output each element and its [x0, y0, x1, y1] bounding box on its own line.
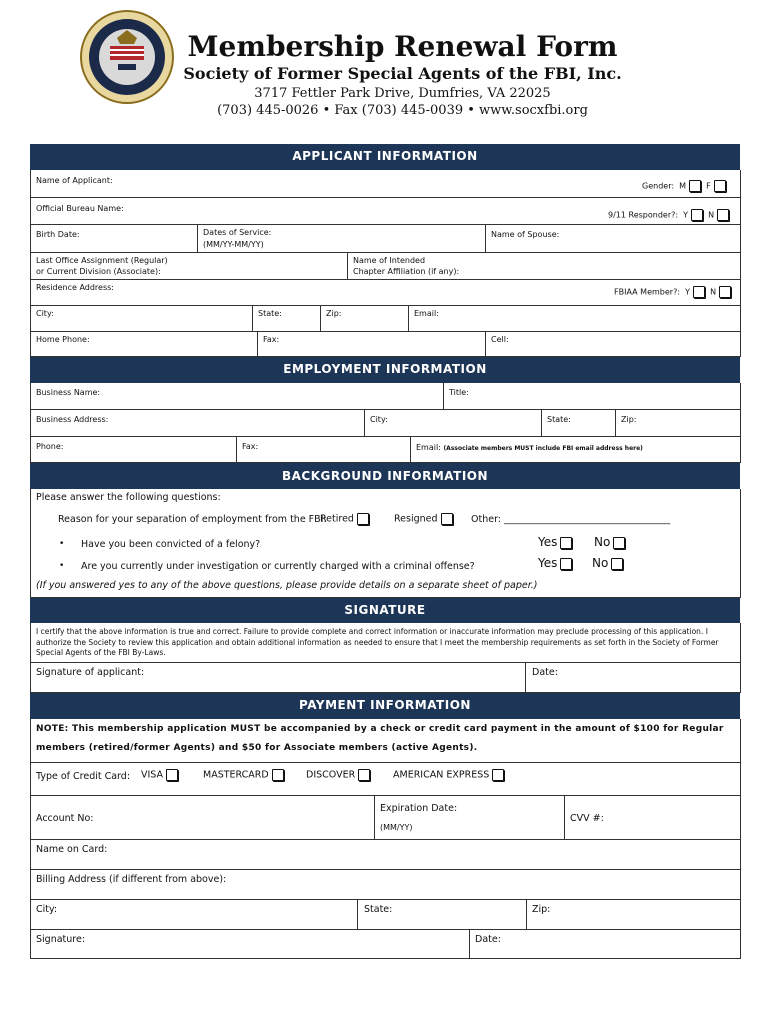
divider	[615, 409, 616, 436]
felony-no-option[interactable]	[594, 535, 625, 549]
divider	[257, 331, 258, 356]
billing-city-row	[31, 899, 740, 930]
felony-yes-option[interactable]	[538, 535, 572, 549]
divider	[469, 929, 470, 958]
discover-option[interactable]	[306, 769, 370, 781]
divider	[320, 305, 321, 331]
responder-yes-label: Y	[683, 210, 689, 220]
payment-signature-label: Signature:	[36, 934, 86, 945]
divider	[410, 436, 411, 462]
divider	[374, 795, 375, 839]
employment-section-header: EMPLOYMENT INFORMATION	[30, 357, 740, 383]
felony-yes-checkbox[interactable]	[560, 537, 572, 549]
applicant-name-row	[31, 170, 740, 198]
chapter-label: Name of Intended	[353, 256, 426, 265]
birth-row	[31, 224, 740, 253]
amex-option[interactable]	[393, 769, 504, 781]
certification-text: I certify that the above information is true and correct. Failure to provide complete and correct information or inaccurate information may preclude processing of this application. I authorize the Society to review this application and obtain additional information as needed to ensure that I meet the membership requirements as set forth in the Society of Former Special Agents of the FBI By-Laws.	[36, 627, 719, 657]
office-assignment-label: Last Office Assignment (Regular)	[36, 256, 168, 265]
payment-note-line-2: members (retired/former Agents) and $50 for Associate members (active Agents).	[36, 743, 478, 753]
state-label: State:	[258, 309, 282, 318]
business-name-label: Business Name:	[36, 388, 101, 397]
applicant-section-header: APPLICANT INFORMATION	[30, 144, 740, 170]
organization-contact: (703) 445-0026 • Fax (703) 445-0039 • www.socxfbi.org	[217, 103, 588, 118]
business-name-row	[31, 383, 740, 410]
responder-yes-checkbox[interactable]	[691, 209, 703, 221]
fbiaa-yes-checkbox[interactable]	[693, 286, 705, 298]
visa-label: VISA	[141, 769, 164, 781]
fax-label: Fax:	[263, 335, 280, 344]
mastercard-checkbox[interactable]	[272, 769, 284, 781]
payment-note-line-1: NOTE: This membership application MUST be accompanied by a check or credit card payment in the amount of $100 for Regular	[36, 724, 724, 734]
business-email-label	[416, 443, 643, 452]
discover-checkbox[interactable]	[358, 769, 370, 781]
felony-yes-label: Yes	[538, 535, 558, 549]
felony-question: Have you been convicted of a felony?	[81, 539, 261, 550]
fbiaa-no-label: N	[710, 287, 717, 297]
background-section	[30, 489, 741, 598]
investigation-yes-checkbox[interactable]	[560, 558, 572, 570]
felony-no-checkbox[interactable]	[613, 537, 625, 549]
responder-no-label: N	[708, 210, 715, 220]
business-city-label: City:	[370, 415, 388, 424]
birth-date-label: Birth Date:	[36, 230, 80, 239]
home-phone-label: Home Phone:	[36, 335, 90, 344]
investigation-question: Are you currently under investigation or currently charged with a criminal offense?	[81, 561, 475, 572]
gender-m-label: M	[679, 181, 687, 191]
payment-date-label: Date:	[475, 934, 501, 945]
bullet-icon: •	[59, 561, 65, 571]
visa-checkbox[interactable]	[166, 769, 178, 781]
office-row	[31, 252, 740, 280]
signature-section-header: SIGNATURE	[30, 598, 740, 623]
divider	[541, 409, 542, 436]
expiration-format: (MM/YY)	[380, 823, 413, 832]
account-number-label: Account No:	[36, 813, 94, 824]
amex-label: AMERICAN EXPRESS	[393, 769, 490, 781]
divider	[525, 662, 526, 692]
responder-field[interactable]	[608, 209, 729, 221]
society-seal-logo	[80, 10, 174, 104]
business-email-note: (Associate members MUST include FBI email address here)	[443, 445, 643, 452]
phone-row	[31, 331, 740, 356]
bullet-icon: •	[59, 539, 65, 549]
title-label: Title:	[449, 388, 469, 397]
office-assignment-label-2: or Current Division (Associate):	[36, 267, 161, 276]
spouse-name-label: Name of Spouse:	[491, 230, 560, 239]
mastercard-option[interactable]	[203, 769, 284, 781]
gender-f-label: F	[706, 181, 711, 191]
divider	[564, 795, 565, 839]
fbiaa-yes-label: Y	[685, 287, 690, 297]
divider	[485, 224, 486, 252]
billing-address-label: Billing Address (if different from above):	[36, 874, 227, 885]
divider	[443, 383, 444, 409]
business-phone-label: Phone:	[36, 442, 64, 451]
card-type-label: Type of Credit Card:	[36, 771, 131, 782]
investigation-no-checkbox[interactable]	[611, 558, 623, 570]
retired-checkbox[interactable]	[357, 513, 369, 525]
residence-row	[31, 279, 740, 306]
bureau-name-label: Official Bureau Name:	[36, 204, 124, 213]
mastercard-label: MASTERCARD	[203, 769, 269, 781]
expiration-label: Expiration Date:	[380, 803, 458, 814]
investigation-no-label: No	[592, 556, 609, 570]
divider	[31, 662, 740, 663]
service-dates-format: (MM/YY-MM/YY)	[203, 240, 264, 249]
organization-name: Society of Former Special Agents of the FBI, Inc.	[183, 64, 622, 83]
employment-section	[30, 383, 741, 463]
gender-field[interactable]	[642, 180, 726, 192]
business-state-label: State:	[547, 415, 571, 424]
background-intro: Please answer the following questions:	[36, 492, 221, 503]
email-label: Email:	[414, 309, 439, 318]
business-address-row	[31, 409, 740, 437]
payment-section	[30, 719, 741, 959]
applicant-name-label: Name of Applicant:	[36, 176, 113, 185]
billing-state-label: State:	[364, 904, 393, 915]
resigned-label: Resigned	[394, 513, 438, 525]
card-type-row	[31, 762, 740, 796]
organization-address: 3717 Fettler Park Drive, Dumfries, VA 22025	[254, 86, 551, 101]
business-fax-label: Fax:	[242, 442, 259, 451]
gender-label: Gender:	[642, 181, 675, 191]
business-email-text: Email:	[416, 443, 441, 452]
cell-label: Cell:	[491, 335, 509, 344]
business-phone-row	[31, 436, 740, 462]
business-zip-label: Zip:	[621, 415, 637, 424]
name-on-card-row	[31, 839, 740, 870]
signature-date-label: Date:	[532, 667, 558, 678]
discover-label: DISCOVER	[306, 769, 356, 781]
divider	[408, 305, 409, 331]
billing-zip-label: Zip:	[532, 904, 551, 915]
investigation-yes-label: Yes	[538, 556, 558, 570]
applicant-signature-label: Signature of applicant:	[36, 667, 145, 678]
city-label: City:	[36, 309, 54, 318]
fbiaa-label: FBIAA Member?:	[614, 287, 681, 297]
retired-option[interactable]	[320, 513, 369, 525]
divider	[197, 224, 198, 252]
residence-address-label: Residence Address:	[36, 283, 114, 292]
separation-reason-label: Reason for your separation of employment from the FBI:	[58, 514, 327, 525]
retired-label: Retired	[320, 513, 354, 525]
zip-label: Zip:	[326, 309, 342, 318]
divider	[526, 899, 527, 929]
fbiaa-no-checkbox[interactable]	[719, 286, 731, 298]
city-row	[31, 305, 740, 332]
form-title: Membership Renewal Form	[187, 30, 618, 63]
billing-city-label: City:	[36, 904, 58, 915]
divider	[252, 305, 253, 331]
felony-no-label: No	[594, 535, 611, 549]
payment-section-header: PAYMENT INFORMATION	[30, 693, 740, 719]
chapter-label-2: Chapter Affiliation (if any):	[353, 267, 460, 276]
responder-label: 9/11 Responder?:	[608, 210, 679, 220]
applicant-section	[30, 170, 741, 357]
background-section-header: BACKGROUND INFORMATION	[30, 463, 740, 489]
service-dates-label: Dates of Service:	[203, 228, 272, 237]
divider	[485, 331, 486, 356]
name-on-card-label: Name on Card:	[36, 844, 108, 855]
other-reason-field[interactable]: Other: ___________________________________	[471, 514, 671, 525]
cvv-label: CVV #:	[570, 813, 604, 824]
resigned-checkbox[interactable]	[441, 513, 453, 525]
divider	[357, 899, 358, 929]
fbiaa-field[interactable]	[614, 286, 731, 298]
payment-note-row	[31, 719, 740, 763]
divider	[347, 252, 348, 279]
business-address-label: Business Address:	[36, 415, 109, 424]
gender-f-checkbox[interactable]	[714, 180, 726, 192]
account-row	[31, 795, 740, 840]
visa-option[interactable]	[141, 769, 178, 781]
signature-section	[30, 623, 741, 693]
responder-no-checkbox[interactable]	[717, 209, 729, 221]
investigation-no-option[interactable]	[592, 556, 623, 570]
gender-m-checkbox[interactable]	[689, 180, 701, 192]
investigation-yes-option[interactable]	[538, 556, 572, 570]
bureau-name-row	[31, 197, 740, 225]
amex-checkbox[interactable]	[492, 769, 504, 781]
background-note: (If you answered yes to any of the above questions, please provide details on a separate sheet of paper.)	[36, 580, 538, 591]
divider	[236, 436, 237, 462]
payment-signature-row	[31, 929, 740, 958]
billing-address-row	[31, 869, 740, 900]
resigned-option[interactable]	[394, 513, 453, 525]
divider	[364, 409, 365, 436]
